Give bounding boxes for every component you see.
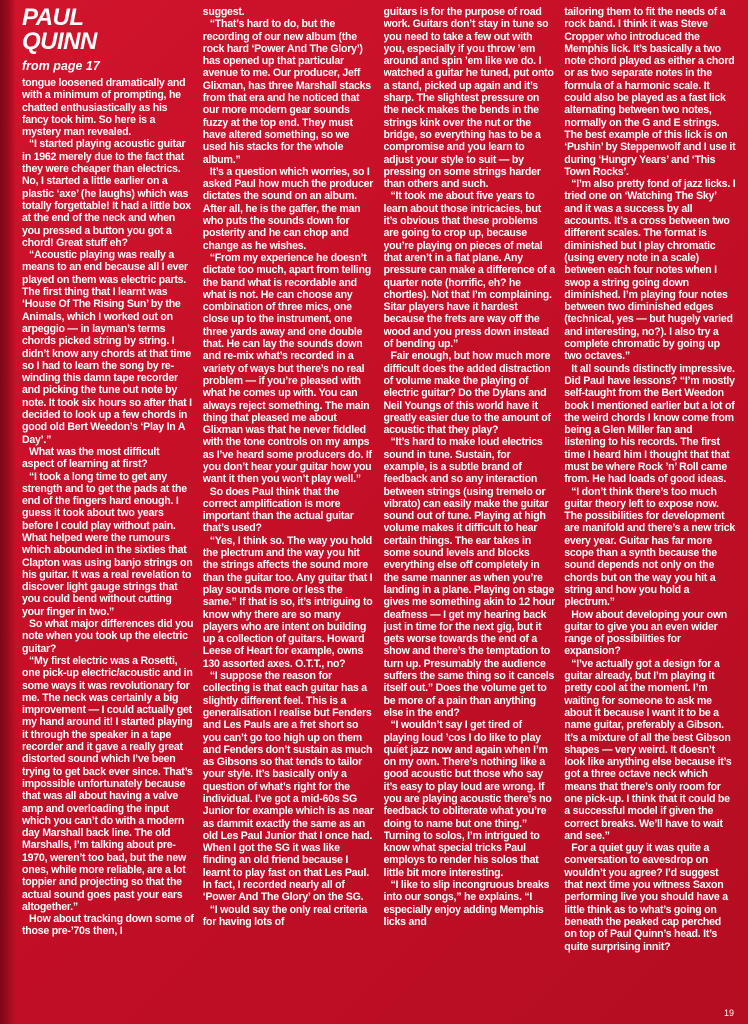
paragraph: How about developing your own guitar to give you an even wider range of possibilities for expansion? [564,608,728,658]
paragraph: “That’s hard to do, but the recording of our new album (the rock hard ‘Power And The Glory’) has opened up that particular avenue to me. Our producer, Jeff Glixman, has three Marshall stacks from that era and he noticed that our more modern gear sounds fuzzy at the top end. They must have altered something, so we used his stacks for the whole album.” [202,18,371,166]
paragraph: “I like to slip incongruous breaks into our songs,” he explains. “I especially enjoy adding Memphis licks and [383,879,550,928]
page-spine-shadow [0,0,16,1024]
paragraph: It’s a question which worries, so I asked Paul how much the producer dictates the sound on an album. After all, he is the gaffer, the man who puts the sounds down for posterity and he can chop and change as he wishes. [202,165,374,252]
paragraph: “Acoustic playing was really a means to an end because all I ever played on them was electric parts. The first thing that I learnt was ‘House Of The Rising Sun’ by the Animals, which I worked out on arpeggio — in layman’s terms chords picked string by string. I didn’t know any chords at that time so I had to learn the song by re-winding this damn tape recorder and picking the tune out note by note. It took six hours so after that I decided to look up a few chords in good old Bert Weedon’s ‘Play In A Day’.” [22,249,192,446]
continued-from-label: from page 17 [22,59,100,73]
paragraph: “My first electric was a Rosetti, one pick-up electric/acoustic and in some ways it was revolutionary for me. The neck was certainly a big improvement — I could actually get my hand around it! I started playing it through the speaker in a tape recorder and it gave a really great distorted sound which I’ve been trying to get back ever since. That’s impossible unfortunately because that was all about having a valve amp and overloading the input which you can’t do with a modern day Marshall back line. The old Marshalls, I’m talking about pre-1970, weren’t too bad, but the new ones, while more reliable, are a lot toppier and projecting so that the actual sound goes past your ears altogether.” [22,654,193,913]
column-3 [384,6,556,1004]
column-4-body [564,6,736,953]
column-2 [203,6,375,1004]
article-columns [22,6,736,1004]
paragraph: tongue loosened dramatically and with a minimum of prompting, he chatted enthusiastically as his fancy took him. So here is a mystery man revealed. [22,77,186,139]
paragraph: “I started playing acoustic guitar in 1962 merely due to the fact that they were cheaper than electrics. No, I started a little earlier on a plastic ‘axe’ (he laughs) which was totally forgettable! It had a little box at the end of the neck and when you pressed a button you got a chord! Great stuff eh? [22,138,191,249]
paragraph: It all sounds distinctly impressive. Did Paul have lessons? “I’m mostly self-taught from the Bert Weedon book I mentioned earlier but a lot of the weird chords I know come from being a Glen Miller fan and listening to his records. The first time I heard him I thought that that must be where Rock ’n’ Roll came from. He had loads of good ideas. [564,362,735,486]
page-number: 19 [723,1008,734,1018]
paragraph: “I took a long time to get any strength and to get the pads at the end of the fingers hard enough. I guess it took about two years before I could play without pain. What helped were the rumours which abounded in the sixties that Clapton was using banjo strings on his guitar. It was a real revelation to discover light gauge strings that you could bend without cutting your finger in two.” [22,470,193,618]
paragraph: So what major differences did you note when you took up the electric guitar? [22,618,194,655]
column-4 [564,6,736,1004]
column-2-body [203,6,375,928]
column-1 [22,6,194,1004]
paragraph: guitars is for the purpose of road work. Guitars don’t stay in tune so you need to take a few out with you, especially if you throw ’em around and spin ’em like we do. I watched a guitar he tuned, put onto a stand, picked up again and it’s sharp. The slightest pressure on the neck makes the bends in the strings kink over the nut or the bridge, so everything has to be a compromise and you learn to adjust your style to suit — by pressing on some strings harder than others and such. [383,6,554,191]
paragraph: Fair enough, but how much more difficult does the added distraction of volume make the playing of electric guitar? Do the Dylans and Neil Youngs of this world have it greatly easier due to the amount of acoustic that they play? [383,350,551,437]
article-title-line1: PAUL [22,6,84,31]
column-1-body [22,77,194,938]
paragraph: “I’m also pretty fond of jazz licks. I tried one on ‘Watching The Sky’ and it was a success by all accounts. It’s a cross between two different scales. The format is diminished but I play chromatic (using every note in a scale) between each four notes when I swop a string going down diminished. I’m playing four notes between two diminished edges (technical, yes — but hugely varied and interesting, no?). I also try a complete chromatic by going up two octaves.” [564,178,736,363]
paragraph: suggest. [202,6,245,18]
paragraph: “Yes, I think so. The way you hold the plectrum and the way you hit the strings affects the sound more than the guitar too. Any guitar that I play sounds more or less the same.” If that is so, it’s intriguing to know why there are so many players who are intent on building up a collection of guitars. Howard Leese of Heart for example, owns 130 assorted axes. O.T.T., no? [202,534,373,670]
paragraph: “I’ve actually got a design for a guitar already, but I’m playing it pretty cool at the moment. I’m waiting for someone to ask me about it because I want it to be a name guitar, preferably a Gibson. It’s a mixture of all the best Gibson shapes — very weird. It doesn’t look like anything else because it’s got a three octave neck which means that there’s only room for one pick-up. I think that it could be a successful model if given the correct breaks. We’ll have to wait and see.” [564,657,732,842]
paragraph: “I wouldn’t say I get tired of playing loud ’cos I do like to play quiet jazz now and again when I’m on my own. There’s nothing like a good acoustic but those who say it’s easy to play loud are wrong. If you are playing acoustic there’s no feedback to obliterate what you’re doing to name but one thing.” Turning to solos, I’m intrigued to know what special tricks Paul employs to render his solos that little bit more interesting. [383,719,552,879]
paragraph: So does Paul think that the correct amplification is more important than the actual guitar that’s used? [202,485,354,535]
paragraph: “It’s hard to make loud electrics sound in tune. Sustain, for example, is a subtle brand of feedback and so any interaction between strings (using tremelo or vibrato) can easily make the guitar sound out of tune. Playing at high volume makes it difficult to hear certain things. The ear takes in some sound levels and blocks everything else off completely in the same manner as when you’re landing in a plane. Playing on stage gives me something akin to 12 hour deafness — I get my hearing back just in time for the next gig, but it gets worse towards the end of a show and there’s the temptation to turn up. Presumably the audience suffers the same thing so it cancels itself out.” Does the volume get to be more of a pain than anything else in the end? [383,436,556,719]
paragraph: tailoring them to fit the needs of a rock band. I think it was Steve Cropper who introduced the Memphis lick. It’s basically a two note chord played as either a chord or as two separate notes in the formula of a harmonic scale. It could also be played as a fast lick alternating between two notes, normally on the G and E strings. The best example of this lick is on ‘Pushin’ by Steppenwolf and I use it during ‘Hungry Years’ and ‘This Town Rocks’. [564,6,736,178]
paragraph: How about tracking down some of those pre-’70s then, I [22,913,194,938]
paragraph: “I don’t think there’s too much guitar theory left to expose now. The possibilities for development are manifold and there’s a new trick every year. Guitar has far more scope than a synth because the sound depends not only on the chords but on the way you hit a string and how you hold a plectrum.” [564,485,736,609]
article-title-line2: QUINN [22,28,97,55]
column-3-body [384,6,556,928]
paragraph: “I would say the only real criteria for having lots of [202,903,368,928]
paragraph: What was the most difficult aspect of learning at first? [22,445,160,471]
paragraph: “From my experience he doesn’t dictate too much, apart from telling the band what is recordable and what is not. He can choose any combination of three mics, one close up to the instrument, one three yards away and one double that. He can lay the sounds down and re-mix what’s recorded in a variety of ways but there’s no real problem — if you’re pleased with what he comes up with. You can always reject something. The main thing that pleased me about Glixman was that he never fiddled with the tone controls on my amps as I’ve heard some producers do. If you don’t hear your guitar how you want it then you won’t play well.” [202,251,372,486]
paragraph: “I suppose the reason for collecting is that each guitar has a slightly different feel. This is a generalisation I realise but Fenders and Les Pauls are a fret short so you can’t go too high up on them and Fenders don’t sustain as much as Gibsons so that tends to tailor your style. It’s basically only a question of what’s right for the individual. I’ve got a mid-60s SG Junior for example which is as near as dammit exactly the same as an old Les Paul Junior that I once had. When I got the SG it was like finding an old friend because I learnt to play fast on that Les Paul. In fact, I recorded nearly all of ‘Power And The Glory’ on the SG. [202,670,374,904]
paragraph: “It took me about five years to learn about those intricacies, but it’s obvious that these problems are going to crop up, because you’re playing on pieces of metal that aren’t in a flat plane. Any pressure can make a difference of a quarter note (horrific, eh? he chortles). Not that I’m complaining. Sitar players have it hardest because the frets are way off the wood and you press down instead of bending up.” [383,190,555,351]
article-heading [22,6,194,73]
paragraph: For a quiet guy it was quite a conversation to eavesdrop on wouldn’t you agree? I’d suggest that next time you witness Saxon performing live you should have a little think as to what’s going on beneath the peaked cap perched on top of Paul Quinn’s head. It’s quite surprising innit? [564,842,728,953]
